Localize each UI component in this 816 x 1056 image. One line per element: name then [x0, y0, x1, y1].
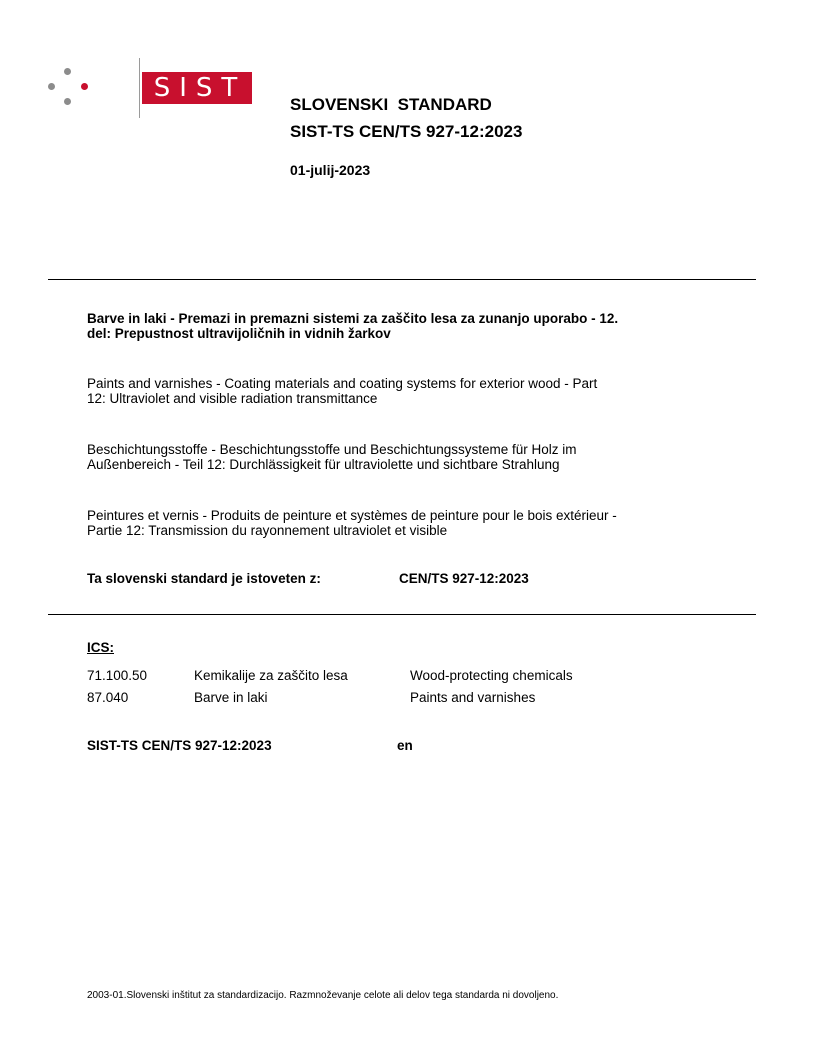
title-german [87, 442, 737, 472]
ics-code: 87.040 [87, 690, 129, 705]
document-type: SLOVENSKI STANDARD [290, 95, 492, 114]
divider-top [48, 279, 756, 280]
document-language: en [397, 738, 413, 753]
title-french-line: Partie 12: Transmission du rayonnement ultraviolet et visible [87, 523, 448, 538]
standard-number: SIST-TS CEN/TS 927-12:2023 [290, 122, 523, 141]
copyright-footer: 2003-01.Slovenski inštitut za standardizacijo. Razmnoževanje celote ali delov tega standarda ni dovoljeno. [87, 990, 559, 1001]
ics-description-sl: Kemikalije za zaščito lesa [194, 668, 348, 683]
ics-description-en: Paints and varnishes [410, 690, 536, 705]
sist-logo [48, 58, 247, 118]
title-english-line: Paints and varnishes - Coating materials and coating systems for exterior wood - Part [87, 376, 598, 391]
ics-label: ICS: [87, 640, 114, 655]
title-french [87, 508, 737, 538]
logo-dot [48, 83, 55, 90]
title-german-line: Beschichtungsstoffe - Beschichtungsstoffe und Beschichtungssysteme für Holz im [87, 442, 577, 457]
ics-description-sl: Barve in laki [194, 690, 268, 705]
identical-value: CEN/TS 927-12:2023 [399, 571, 529, 586]
title-french-line: Peintures et vernis - Produits de peinture et systèmes de peinture pour le bois extérieur - [87, 508, 617, 523]
ics-code: 71.100.50 [87, 668, 148, 683]
logo-dot [64, 68, 71, 75]
logo-dot [64, 98, 71, 105]
ics-description-en: Wood-protecting chemicals [410, 668, 573, 683]
title-slovenian-line: del: Prepustnost ultravijoličnih in vidnih žarkov [87, 326, 391, 341]
identical-label: Ta slovenski standard je istoveten z: [87, 571, 321, 586]
logo-divider [139, 58, 140, 118]
logo-dot [81, 83, 88, 90]
divider-bottom [48, 614, 756, 615]
title-slovenian-line: Barve in laki - Premazi in premazni sistemi za zaščito lesa za zunanjo uporabo - 12. [87, 311, 619, 326]
logo-wordmark: SIST [142, 72, 252, 104]
title-slovenian [87, 311, 737, 341]
document-id: SIST-TS CEN/TS 927-12:2023 [87, 738, 272, 753]
title-english [87, 376, 737, 406]
title-english-line: 12: Ultraviolet and visible radiation transmittance [87, 391, 378, 406]
publication-date: 01-julij-2023 [290, 162, 371, 178]
title-german-line: Außenbereich - Teil 12: Durchlässigkeit für ultraviolette und sichtbare Strahlung [87, 457, 560, 472]
